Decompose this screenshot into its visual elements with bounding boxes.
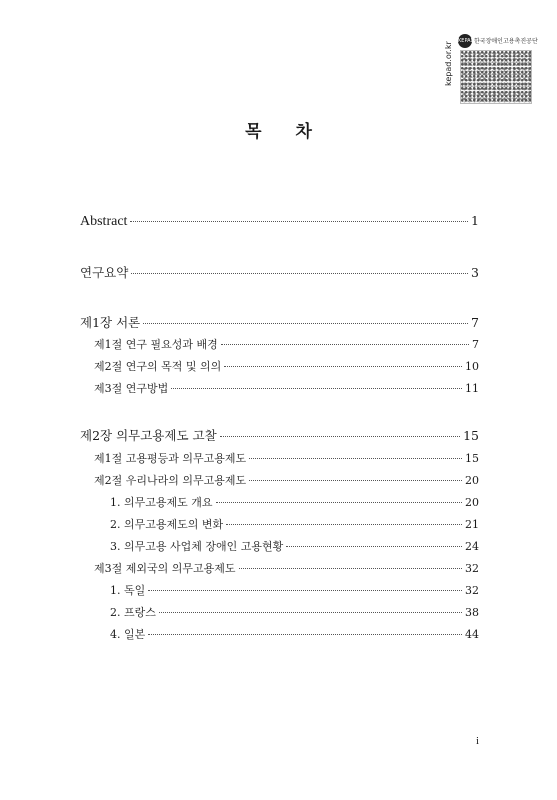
logo-site-text: kepad.or.kr: [444, 41, 453, 86]
toc-page: 11: [465, 382, 479, 395]
qr-code-icon: [460, 50, 532, 104]
toc-page: 3: [471, 265, 479, 280]
toc-entry-ch2-sec1[interactable]: [94, 450, 479, 466]
toc-entry-chapter-1[interactable]: [80, 313, 479, 331]
toc-leader: [148, 634, 462, 635]
toc-label: 제1절 고용평등과 의무고용제도: [94, 452, 247, 465]
toc-leader: [221, 344, 469, 345]
toc-entry-ch2-sec3-item1[interactable]: [110, 582, 479, 598]
toc-label: 2. 프랑스: [110, 606, 156, 619]
toc-label: 연구요약: [80, 265, 129, 280]
toc-entry-ch1-sec2[interactable]: [94, 358, 479, 374]
toc-page: 20: [465, 474, 479, 487]
toc-label: 제3절 제외국의 의무고용제도: [94, 562, 236, 575]
toc-leader: [216, 502, 463, 503]
toc-page: 1: [471, 213, 479, 228]
toc-leader: [148, 590, 462, 591]
toc-entry-ch1-sec1[interactable]: [94, 336, 479, 352]
toc-label: 제2절 연구의 목적 및 의의: [94, 360, 222, 373]
toc-leader: [130, 221, 468, 222]
toc-page: 38: [465, 606, 479, 619]
toc-label: 제2장 의무고용제도 고찰: [80, 428, 217, 443]
toc-label: 1. 독일: [110, 584, 146, 597]
toc-entry-chapter-2[interactable]: [80, 426, 479, 444]
toc-label: 제1절 연구 필요성과 배경: [94, 338, 218, 351]
publisher-logo: [446, 28, 536, 102]
toc-label: 제2절 우리나라의 의무고용제도: [94, 474, 247, 487]
logo-org-name: 한국장애인고용촉진공단: [474, 38, 538, 45]
toc-page: 15: [465, 452, 479, 465]
toc-entry-ch2-sec3[interactable]: [94, 560, 479, 576]
toc-entry-ch2-sec3-item2[interactable]: [110, 604, 479, 620]
toc-entry-summary[interactable]: [80, 263, 479, 281]
toc-leader: [220, 436, 460, 437]
toc-leader: [171, 388, 462, 389]
toc-page: 32: [465, 584, 479, 597]
toc-page: 44: [465, 628, 479, 641]
toc-label: Abstract: [80, 214, 128, 229]
toc-leader: [131, 273, 468, 274]
toc-entry-ch1-sec3[interactable]: [94, 380, 479, 396]
toc-entry-abstract[interactable]: [80, 213, 479, 230]
toc-page: 21: [465, 518, 479, 531]
toc-page: 20: [465, 496, 479, 509]
toc-leader: [226, 524, 462, 525]
toc-leader: [159, 612, 462, 613]
toc-page: 32: [465, 562, 479, 575]
toc-page: 24: [465, 540, 479, 553]
toc-label: 제3절 연구방법: [94, 382, 169, 395]
toc-entry-ch2-sec2-item3[interactable]: [110, 538, 479, 554]
toc-leader: [224, 366, 462, 367]
toc-entry-ch2-sec3-item4[interactable]: [110, 626, 479, 642]
toc-entry-ch2-sec2-item1[interactable]: [110, 494, 479, 510]
toc-label: 3. 의무고용 사업체 장애인 고용현황: [110, 540, 284, 553]
toc-leader: [239, 568, 462, 569]
toc-page: 10: [465, 360, 479, 373]
toc-page: 15: [463, 428, 479, 443]
page-title: 목 차: [245, 122, 326, 142]
toc-entry-ch2-sec2[interactable]: [94, 472, 479, 488]
logo-badge: KEPAD: [458, 34, 472, 48]
toc-entry-ch2-sec2-item2[interactable]: [110, 516, 479, 532]
toc-label: 1. 의무고용제도 개요: [110, 496, 213, 509]
toc-leader: [286, 546, 462, 547]
toc-label: 2. 의무고용제도의 변화: [110, 518, 224, 531]
page-number: i: [475, 735, 479, 747]
toc-label: 4. 일본: [110, 628, 146, 641]
toc-leader: [249, 458, 462, 459]
toc-leader: [249, 480, 462, 481]
toc-leader: [143, 323, 468, 324]
toc-label: 제1장 서론: [80, 315, 141, 330]
toc-page: 7: [472, 338, 479, 351]
toc-page: 7: [471, 315, 479, 330]
